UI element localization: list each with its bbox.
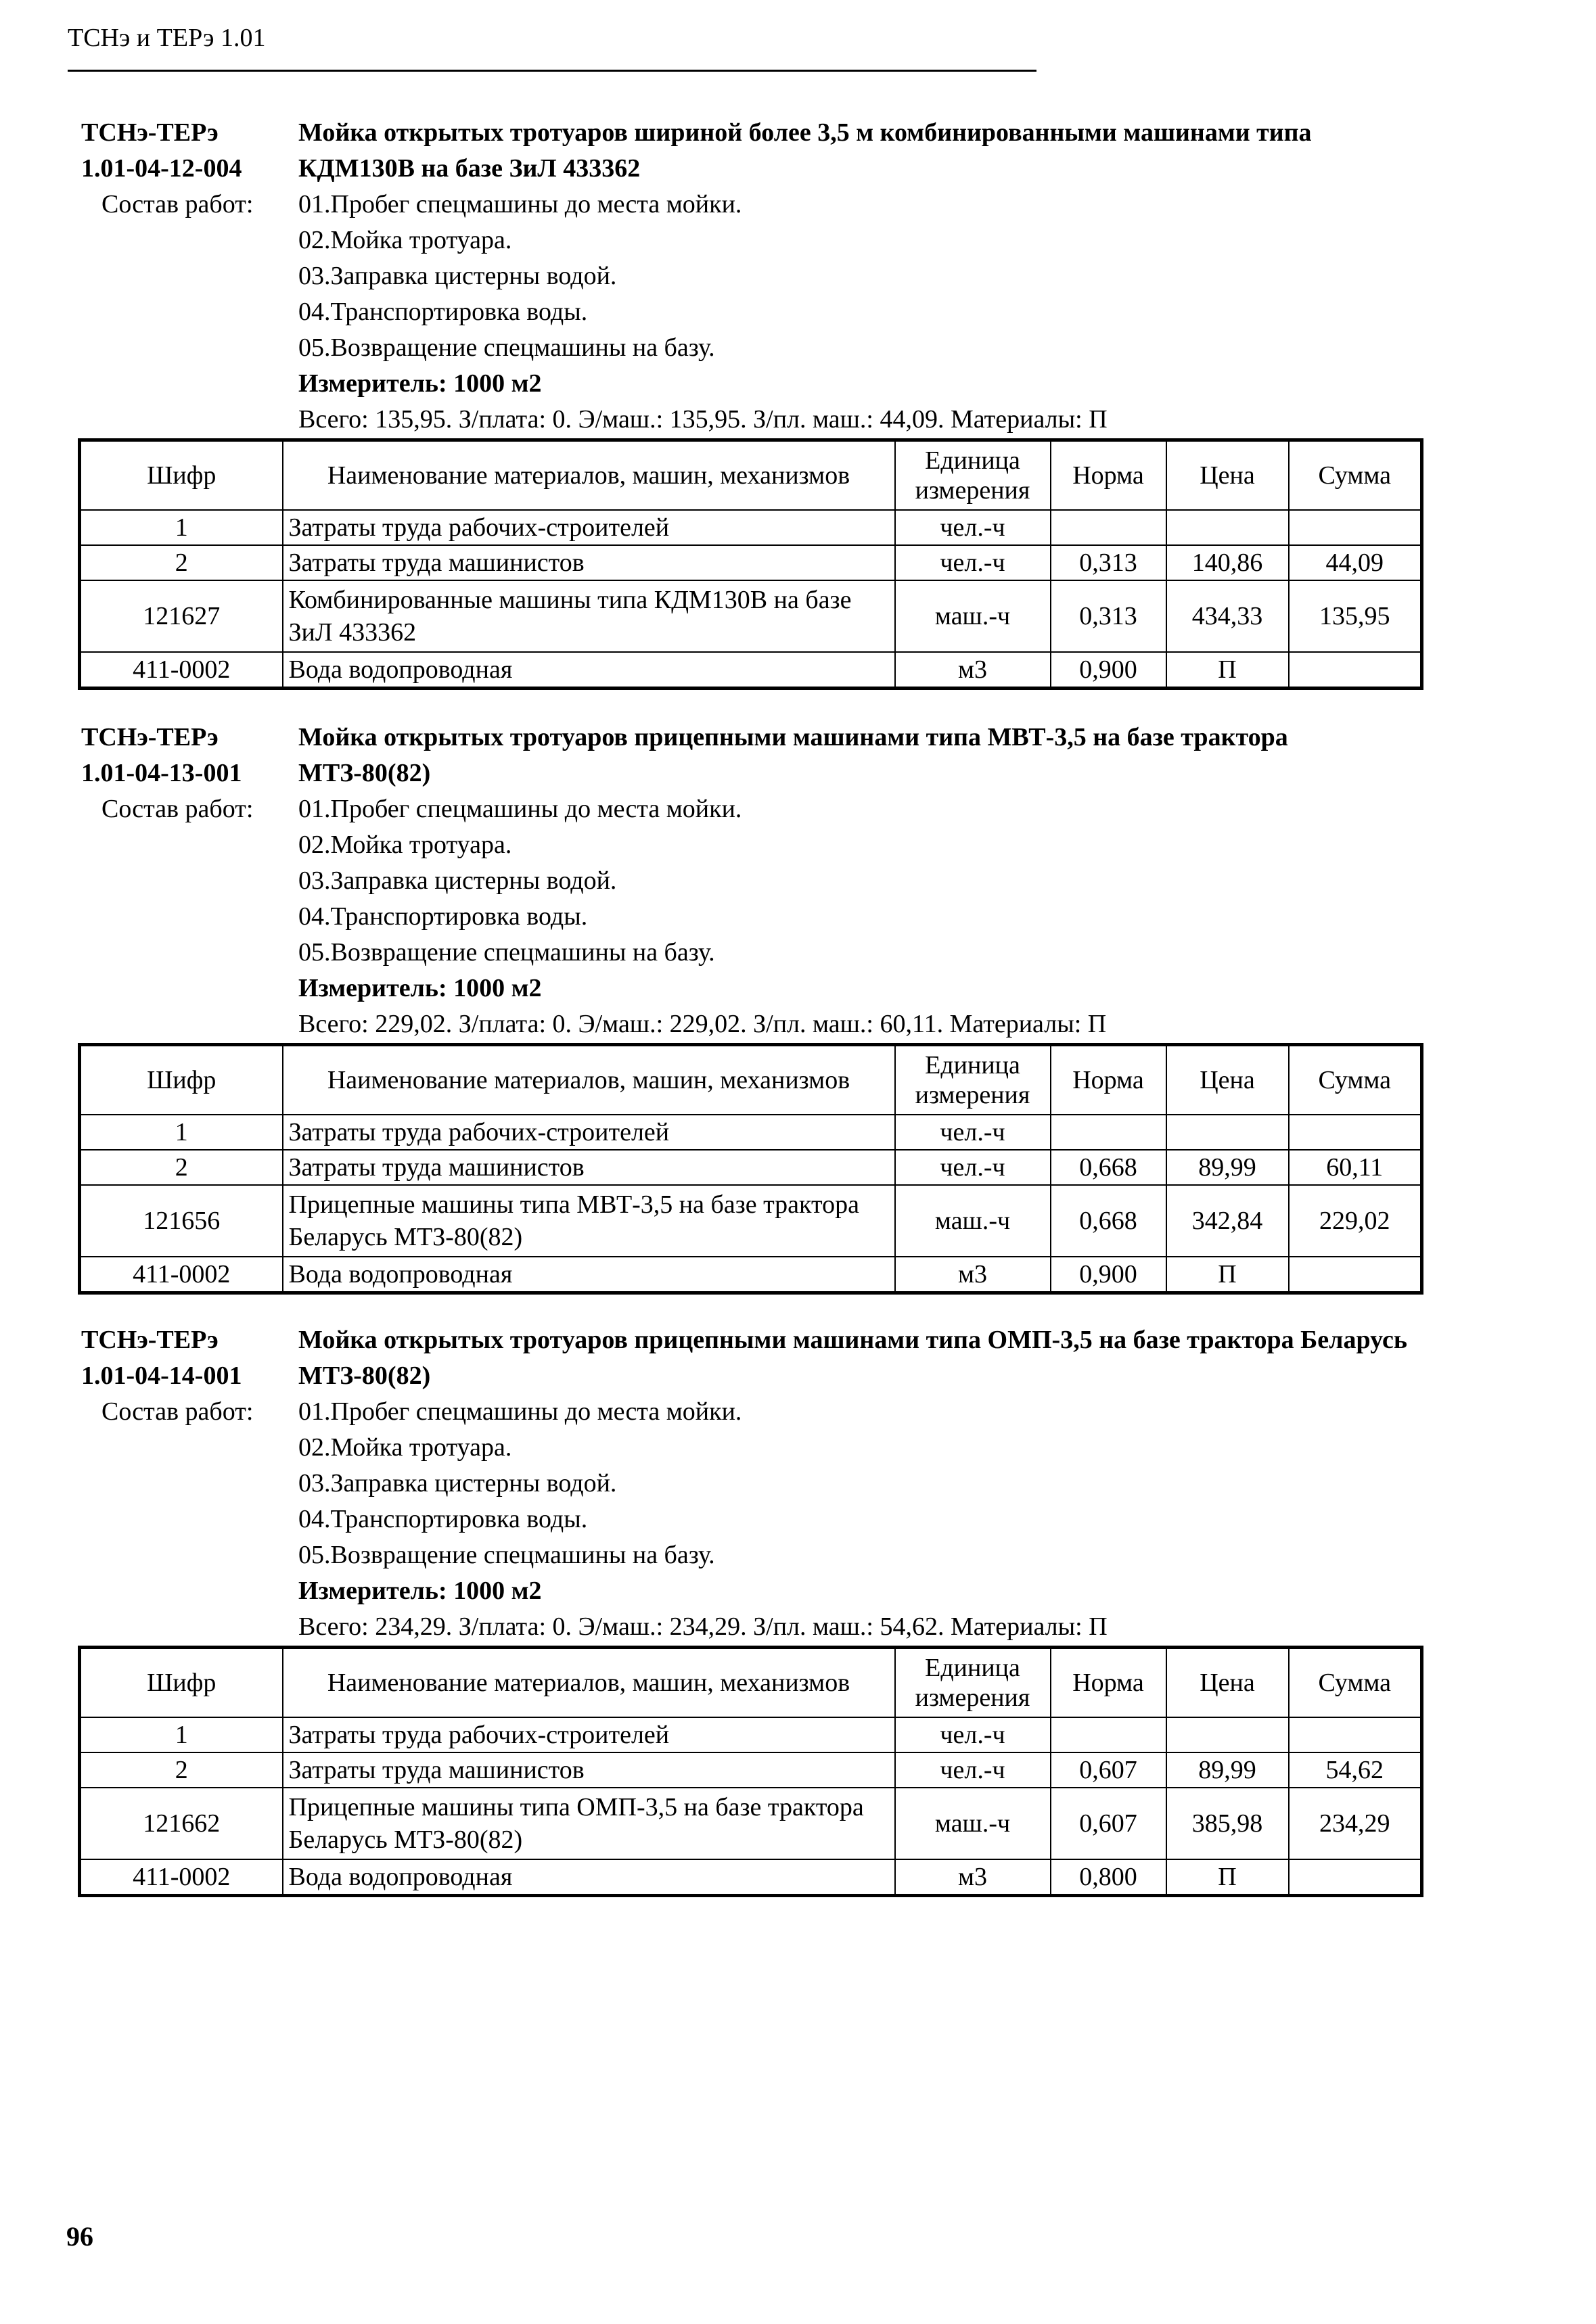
- cell-code: 121627: [80, 580, 283, 652]
- cell-sum: [1289, 1115, 1422, 1150]
- running-header: ТСНэ и ТЕРэ 1.01: [68, 24, 266, 52]
- col-unit-header: Единица измерения: [895, 440, 1051, 511]
- cell-norm: 0,668: [1051, 1185, 1166, 1257]
- col-norm-header: Норма: [1051, 440, 1166, 511]
- cell-norm: 0,607: [1051, 1788, 1166, 1859]
- cell-name: Затраты труда рабочих-строителей: [283, 510, 895, 545]
- code-line2: 1.01-04-12-004: [81, 154, 242, 183]
- cell-price: [1166, 1717, 1289, 1752]
- col-unit-header: Единица измерения: [895, 1648, 1051, 1718]
- cell-name: Вода водопроводная: [283, 1859, 895, 1896]
- works-label: Состав работ:: [101, 795, 254, 823]
- work-item: 05.Возвращение спецмашины на базу.: [298, 938, 715, 967]
- cell-unit: чел.-ч: [895, 1115, 1051, 1150]
- cell-unit: чел.-ч: [895, 510, 1051, 545]
- col-price-header: Цена: [1166, 1648, 1289, 1718]
- section-code: [81, 1322, 284, 1394]
- header-rule: [68, 70, 1036, 72]
- cell-sum: [1289, 1257, 1422, 1293]
- work-item: 04.Транспортировка воды.: [298, 1505, 588, 1533]
- cell-norm: 0,668: [1051, 1150, 1166, 1185]
- table-row: [80, 545, 1422, 580]
- works-label: Состав работ:: [101, 190, 254, 218]
- col-name-header: Наименование материалов, машин, механизмов: [283, 440, 895, 511]
- work-item: 04.Транспортировка воды.: [298, 298, 588, 326]
- work-item: 03.Заправка цистерны водой.: [298, 262, 617, 290]
- code-line2: 1.01-04-14-001: [81, 1362, 242, 1390]
- col-sum-header: Сумма: [1289, 440, 1422, 511]
- table-header-row: [80, 440, 1422, 511]
- cell-unit: маш.-ч: [895, 1788, 1051, 1859]
- cell-norm: 0,313: [1051, 580, 1166, 652]
- code-line2: 1.01-04-13-001: [81, 759, 242, 787]
- cell-unit: м3: [895, 1859, 1051, 1896]
- col-code-header: Шифр: [80, 1045, 283, 1115]
- col-norm-header: Норма: [1051, 1648, 1166, 1718]
- page-number: 96: [66, 2221, 93, 2252]
- cell-sum: 54,62: [1289, 1752, 1422, 1788]
- cell-code: 411-0002: [80, 1257, 283, 1293]
- cell-code: 1: [80, 1717, 283, 1752]
- cell-name: Прицепные машины типа МВТ-3,5 на базе трактора Беларусь МТЗ-80(82): [283, 1185, 895, 1257]
- cell-name: Вода водопроводная: [283, 652, 895, 689]
- cell-price: 89,99: [1166, 1150, 1289, 1185]
- cell-name: Затраты труда машинистов: [283, 545, 895, 580]
- work-item: 02.Мойка тротуара.: [298, 831, 512, 859]
- cell-unit: маш.-ч: [895, 580, 1051, 652]
- section-title: Мойка открытых тротуаров шириной более 3,5 м комбинированными машинами типа КДМ130В на базе ЗиЛ 433362: [298, 118, 1312, 183]
- cell-norm: 0,607: [1051, 1752, 1166, 1788]
- cell-price: 140,86: [1166, 545, 1289, 580]
- table-row: [80, 1788, 1422, 1859]
- cell-name: Вода водопроводная: [283, 1257, 895, 1293]
- col-sum-header: Сумма: [1289, 1045, 1422, 1115]
- cell-code: 2: [80, 545, 283, 580]
- cell-sum: 60,11: [1289, 1150, 1422, 1185]
- meter: Измеритель: 1000 м2: [298, 1577, 542, 1605]
- cell-price: П: [1166, 652, 1289, 689]
- cell-norm: 0,900: [1051, 1257, 1166, 1293]
- cell-sum: 234,29: [1289, 1788, 1422, 1859]
- works-list: [298, 1394, 742, 1573]
- cell-price: П: [1166, 1859, 1289, 1896]
- table-row: [80, 1257, 1422, 1293]
- cell-unit: маш.-ч: [895, 1185, 1051, 1257]
- cell-norm: [1051, 510, 1166, 545]
- code-line1: ТСНэ-ТЕРэ: [81, 118, 219, 147]
- table-row: [80, 510, 1422, 545]
- cell-code: 411-0002: [80, 1859, 283, 1896]
- work-item: 02.Мойка тротуара.: [298, 226, 512, 254]
- cell-sum: [1289, 652, 1422, 689]
- cell-norm: 0,313: [1051, 545, 1166, 580]
- cell-code: 1: [80, 510, 283, 545]
- cell-name: Затраты труда машинистов: [283, 1752, 895, 1788]
- cell-norm: 0,900: [1051, 652, 1166, 689]
- table-row: [80, 1115, 1422, 1150]
- col-name-header: Наименование материалов, машин, механизмов: [283, 1045, 895, 1115]
- works-list: [298, 791, 742, 971]
- cell-code: 2: [80, 1150, 283, 1185]
- table-row: [80, 1752, 1422, 1788]
- col-price-header: Цена: [1166, 440, 1289, 511]
- cell-price: 385,98: [1166, 1788, 1289, 1859]
- table-row: [80, 652, 1422, 689]
- totals: Всего: 135,95. З/плата: 0. Э/маш.: 135,95. З/пл. маш.: 44,09. Материалы: П: [298, 405, 1108, 434]
- work-item: 01.Пробег спецмашины до места мойки.: [298, 190, 742, 218]
- cell-unit: м3: [895, 652, 1051, 689]
- meter: Измеритель: 1000 м2: [298, 974, 542, 1002]
- table-row: [80, 1150, 1422, 1185]
- cell-sum: [1289, 510, 1422, 545]
- materials-table: [78, 1646, 1423, 1897]
- cell-unit: чел.-ч: [895, 1717, 1051, 1752]
- cell-unit: чел.-ч: [895, 545, 1051, 580]
- table-row: [80, 1859, 1422, 1896]
- works-list: [298, 187, 742, 366]
- cell-norm: [1051, 1717, 1166, 1752]
- cell-name: Затраты труда рабочих-строителей: [283, 1717, 895, 1752]
- cell-code: 1: [80, 1115, 283, 1150]
- table-row: [80, 580, 1422, 652]
- cell-norm: 0,800: [1051, 1859, 1166, 1896]
- work-item: 02.Мойка тротуара.: [298, 1433, 512, 1462]
- cell-price: П: [1166, 1257, 1289, 1293]
- work-item: 05.Возвращение спецмашины на базу.: [298, 333, 715, 362]
- work-item: 03.Заправка цистерны водой.: [298, 866, 617, 895]
- cell-name: Затраты труда рабочих-строителей: [283, 1115, 895, 1150]
- cell-price: 342,84: [1166, 1185, 1289, 1257]
- cell-code: 121662: [80, 1788, 283, 1859]
- cell-sum: [1289, 1717, 1422, 1752]
- col-code-header: Шифр: [80, 1648, 283, 1718]
- totals: Всего: 234,29. З/плата: 0. Э/маш.: 234,29. З/пл. маш.: 54,62. Материалы: П: [298, 1612, 1108, 1641]
- col-name-header: Наименование материалов, машин, механизмов: [283, 1648, 895, 1718]
- col-sum-header: Сумма: [1289, 1648, 1422, 1718]
- cell-price: 89,99: [1166, 1752, 1289, 1788]
- col-code-header: Шифр: [80, 440, 283, 511]
- cell-unit: м3: [895, 1257, 1051, 1293]
- cell-code: 2: [80, 1752, 283, 1788]
- cell-code: 411-0002: [80, 652, 283, 689]
- cell-sum: 44,09: [1289, 545, 1422, 580]
- table-row: [80, 1717, 1422, 1752]
- cell-norm: [1051, 1115, 1166, 1150]
- work-item: 03.Заправка цистерны водой.: [298, 1469, 617, 1497]
- table-header-row: [80, 1648, 1422, 1718]
- col-norm-header: Норма: [1051, 1045, 1166, 1115]
- cell-unit: чел.-ч: [895, 1150, 1051, 1185]
- cell-name: Прицепные машины типа ОМП-3,5 на базе трактора Беларусь МТЗ-80(82): [283, 1788, 895, 1859]
- materials-table: [78, 438, 1423, 690]
- work-item: 01.Пробег спецмашины до места мойки.: [298, 795, 742, 823]
- cell-price: [1166, 510, 1289, 545]
- table-row: [80, 1185, 1422, 1257]
- meter: Измеритель: 1000 м2: [298, 369, 542, 398]
- work-item: 05.Возвращение спецмашины на базу.: [298, 1541, 715, 1569]
- cell-name: Затраты труда машинистов: [283, 1150, 895, 1185]
- cell-sum: 229,02: [1289, 1185, 1422, 1257]
- col-price-header: Цена: [1166, 1045, 1289, 1115]
- col-unit-header: Единица измерения: [895, 1045, 1051, 1115]
- work-item: 04.Транспортировка воды.: [298, 902, 588, 931]
- section-title: Мойка открытых тротуаров прицепными машинами типа МВТ-3,5 на базе трактора МТЗ-80(82): [298, 723, 1288, 787]
- totals: Всего: 229,02. З/плата: 0. Э/маш.: 229,02. З/пл. маш.: 60,11. Материалы: П: [298, 1010, 1107, 1038]
- cell-price: 434,33: [1166, 580, 1289, 652]
- cell-sum: [1289, 1859, 1422, 1896]
- cell-price: [1166, 1115, 1289, 1150]
- code-line1: ТСНэ-ТЕРэ: [81, 723, 219, 751]
- cell-name: Комбинированные машины типа КДМ130В на базе ЗиЛ 433362: [283, 580, 895, 652]
- work-item: 01.Пробег спецмашины до места мойки.: [298, 1397, 742, 1426]
- section-code: [81, 720, 284, 791]
- cell-code: 121656: [80, 1185, 283, 1257]
- materials-table: [78, 1043, 1423, 1295]
- table-header-row: [80, 1045, 1422, 1115]
- cell-unit: чел.-ч: [895, 1752, 1051, 1788]
- works-label: Состав работ:: [101, 1397, 254, 1426]
- cell-sum: 135,95: [1289, 580, 1422, 652]
- code-line1: ТСНэ-ТЕРэ: [81, 1326, 219, 1354]
- section-code: [81, 115, 284, 187]
- section-title: Мойка открытых тротуаров прицепными машинами типа ОМП-3,5 на базе трактора Беларусь МТЗ-80(82): [298, 1326, 1407, 1390]
